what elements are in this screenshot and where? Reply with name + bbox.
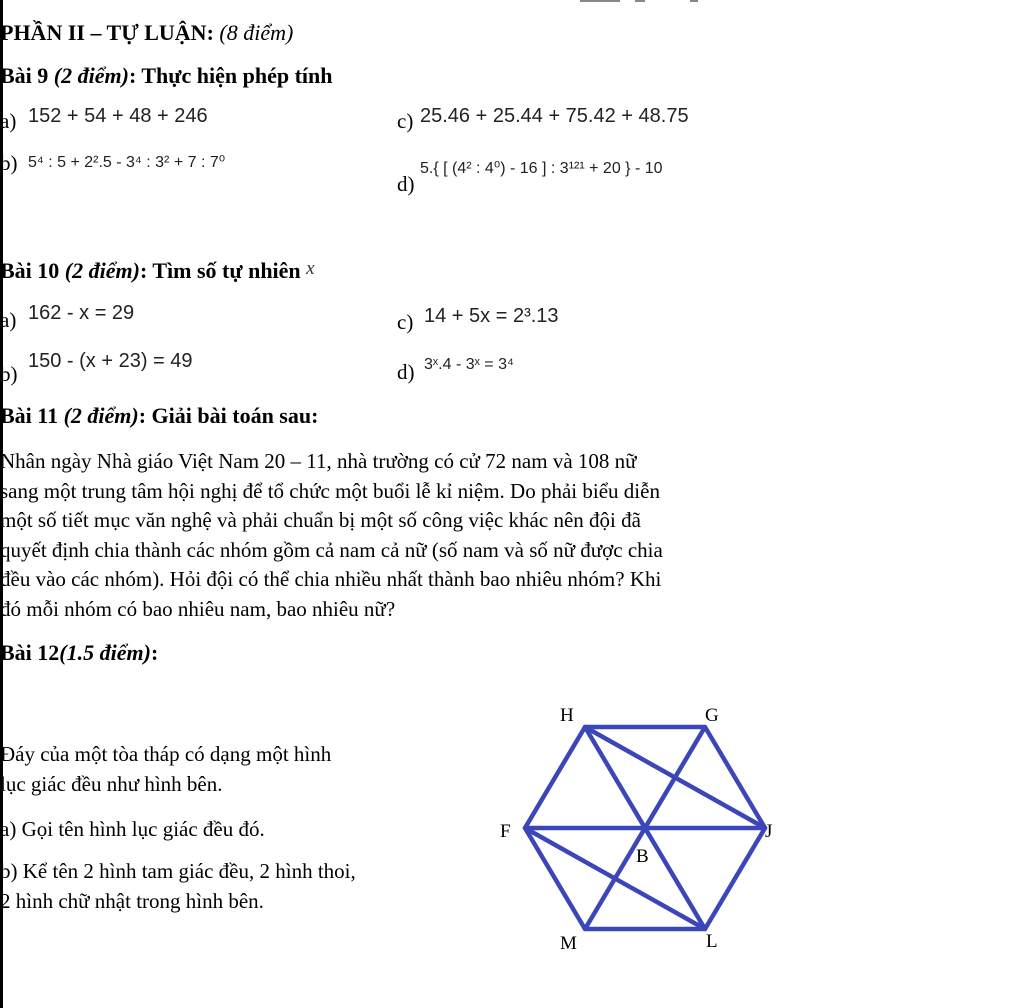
label-B: B <box>636 846 649 867</box>
label-F: F <box>500 821 511 842</box>
bai12-intro-line: lục giác đều như hình bên. <box>0 771 223 796</box>
bai11-heading: Bài 11 (2 điểm): Giải bài toán sau: <box>0 403 319 428</box>
bai11-paragraph <box>0 447 663 624</box>
bai12-heading: Bài 12(1.5 điểm): <box>0 640 159 665</box>
bai11-line: đó mỗi nhóm có bao nhiêu nam, bao nhiêu nữ? <box>0 596 396 621</box>
bai10-c-label: c) <box>397 310 414 334</box>
bai12-question-a: a) Gọi tên hình lục giác đều đó. <box>0 817 265 841</box>
bai9-c-expr: 25.46 + 25.44 + 75.42 + 48.75 <box>420 105 689 127</box>
bai12-b-line: b) Kể tên 2 hình tam giác đều, 2 hình thoi, <box>0 859 356 883</box>
bai10-a-expr: 162 - x = 29 <box>28 302 135 324</box>
segment-HJ <box>585 727 765 828</box>
top-page-marks <box>580 0 700 4</box>
bai11-line: Nhân ngày Nhà giáo Việt Nam 20 – 11, nhà trường có cử 72 nam và 108 nữ <box>0 449 637 473</box>
bai11-line: sang một trung tâm hội nghị để tổ chức một buổi lễ kỉ niệm. Do phải biểu diễn <box>0 478 660 503</box>
label-M: M <box>560 933 577 954</box>
bai11-line: một số tiết mục văn nghệ và phải chuẩn bị một số công việc khác nên đội đã <box>0 508 641 532</box>
part-title: PHẦN II – TỰ LUẬN: (8 điểm) <box>0 20 294 45</box>
bai10-heading: Bài 10 (2 điểm): Tìm số tự nhiên x <box>0 258 315 283</box>
bai12-question-b <box>0 857 356 916</box>
bai9-a-expr: 152 + 54 + 48 + 246 <box>28 105 208 127</box>
bai9-heading: Bài 9 (2 điểm): Thực hiện phép tính <box>0 63 333 88</box>
bai10-b-label: b) <box>0 362 18 386</box>
bai12-b-line: 2 hình chữ nhật trong hình bên. <box>0 888 264 913</box>
bai9-d-expr: 5.{ [ (4² : 4⁰) - 16 ] : 3¹²¹ + 20 } - 10 <box>420 160 663 177</box>
hexagon-figure <box>490 695 790 965</box>
segment-FL <box>525 828 705 929</box>
bai9-b-label: b) <box>0 151 18 175</box>
bai9-d-label: d) <box>397 172 415 196</box>
bai11-line: đều vào các nhóm). Hỏi đội có thể chia nhiều nhất thành bao nhiêu nhóm? Khi <box>0 567 662 591</box>
label-H: H <box>560 705 574 726</box>
bai11-line: quyết định chia thành các nhóm gồm cả nam cả nữ (số nam và số nữ được chia <box>0 537 663 562</box>
bai10-d-label: d) <box>397 360 415 384</box>
bai12-intro-line: Đáy của một tòa tháp có dạng một hình <box>0 742 332 766</box>
bai10-c-expr: 14 + 5x = 2³.13 <box>424 305 559 327</box>
label-J: J <box>765 821 773 842</box>
bai9-b-expr: 5⁴ : 5 + 2².5 - 3⁴ : 3² + 7 : 7⁰ <box>28 154 226 171</box>
label-G: G <box>705 705 719 726</box>
bai10-b-expr: 150 - (x + 23) = 49 <box>28 350 193 372</box>
bai9-c-label: c) <box>397 109 414 133</box>
bai9-a-label: a) <box>0 109 17 133</box>
bai10-a-label: a) <box>0 308 17 332</box>
label-L: L <box>706 931 718 952</box>
bai12-intro <box>0 740 331 799</box>
bai10-d-expr: 3ˣ.4 - 3ˣ = 3⁴ <box>424 356 514 373</box>
